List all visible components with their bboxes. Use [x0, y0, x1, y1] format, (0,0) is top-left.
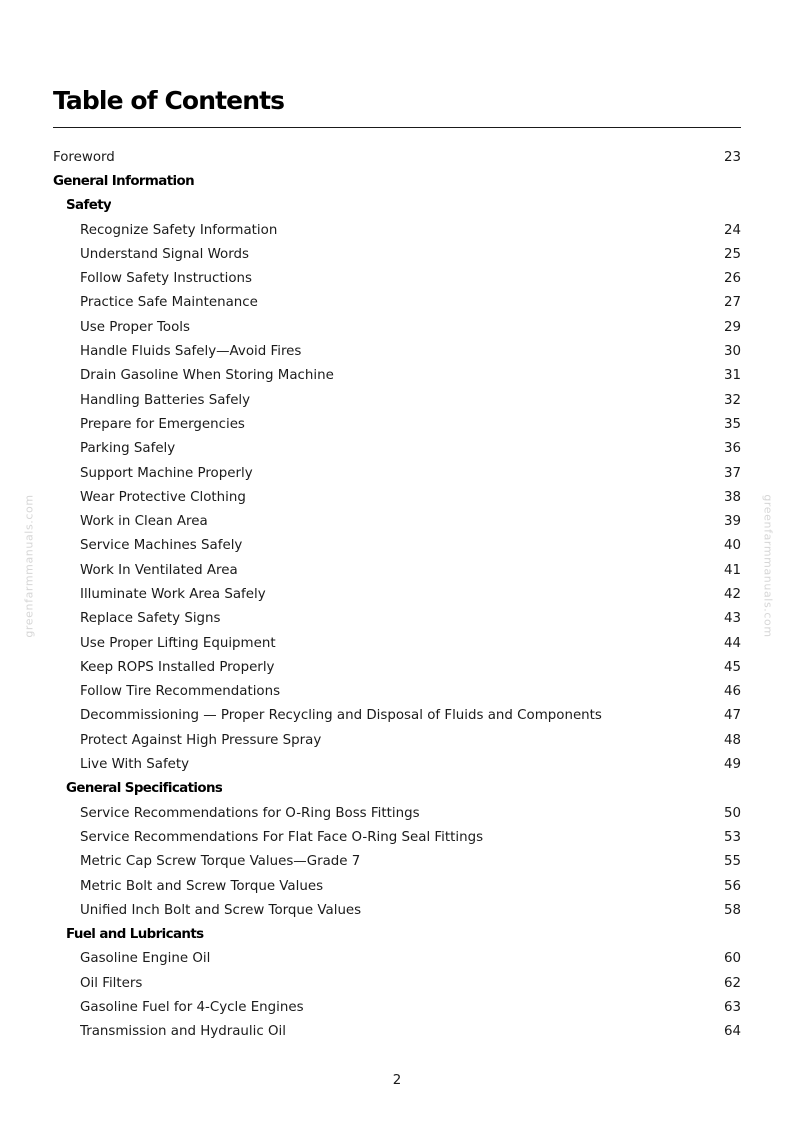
- toc-entry-label: Work In Ventilated Area: [80, 562, 238, 578]
- toc-entry-page: 36: [723, 441, 741, 457]
- toc-entry-label: Service Recommendations For Flat Face O-Ring Seal Fittings: [80, 829, 484, 845]
- toc-entry-page: 62: [723, 975, 741, 991]
- toc-entry-label: Drain Gasoline When Storing Machine: [80, 368, 334, 384]
- toc-entry-label: Follow Safety Instructions: [80, 271, 252, 287]
- title-divider: [53, 127, 741, 128]
- toc-entry[interactable]: [53, 898, 741, 922]
- toc-entry-label: Work in Clean Area: [80, 514, 208, 530]
- toc-entry-page: 44: [723, 635, 741, 651]
- toc-entry[interactable]: [53, 242, 741, 266]
- toc-entry-label: Safety: [66, 198, 112, 214]
- toc-entry-label: Prepare for Emergencies: [80, 416, 245, 432]
- toc-entry-page: 23: [723, 149, 741, 165]
- toc-entry-label: Follow Tire Recommendations: [80, 684, 281, 700]
- toc-section-heading: [53, 194, 741, 218]
- toc-entry-label: Support Machine Properly: [80, 465, 253, 481]
- toc-entry-page: 47: [723, 708, 741, 724]
- toc-entry-label: Gasoline Engine Oil: [80, 951, 211, 967]
- toc-section-heading: [53, 777, 741, 801]
- toc-entry-page: 38: [723, 489, 741, 505]
- toc-entry-label: Use Proper Tools: [80, 319, 191, 335]
- toc-entry-page: 27: [723, 295, 741, 311]
- toc-entry[interactable]: [53, 509, 741, 533]
- toc-entry-label: Service Machines Safely: [80, 538, 243, 554]
- toc-entry-label: Service Recommendations for O-Ring Boss Fittings: [80, 805, 420, 821]
- toc-entry[interactable]: [53, 145, 741, 169]
- toc-entry[interactable]: [53, 874, 741, 898]
- toc-entry-label: Live With Safety: [80, 757, 190, 773]
- toc-entry-page: 49: [723, 757, 741, 773]
- toc-entry-label: Foreword: [53, 149, 115, 165]
- toc-entry-label: Oil Filters: [80, 975, 143, 991]
- toc-entry[interactable]: [53, 339, 741, 363]
- toc-entry-page: 46: [723, 684, 741, 700]
- toc-entry-page: 29: [723, 319, 741, 335]
- toc-entry[interactable]: [53, 971, 741, 995]
- page-title: Table of Contents: [53, 86, 285, 115]
- toc-entry-page: 58: [723, 902, 741, 918]
- toc-entry-label: Recognize Safety Information: [80, 222, 278, 238]
- toc-entry[interactable]: [53, 534, 741, 558]
- toc-entry-label: Use Proper Lifting Equipment: [80, 635, 276, 651]
- toc-entry-page: 50: [723, 805, 741, 821]
- toc-entry[interactable]: [53, 364, 741, 388]
- toc-entry[interactable]: [53, 850, 741, 874]
- toc-entry[interactable]: [53, 266, 741, 290]
- toc-entry-label: General Specifications: [66, 781, 223, 797]
- toc-entry-page: 41: [723, 562, 741, 578]
- watermark-left: greenfarmmanuals.com: [22, 494, 36, 638]
- toc-entry-page: 31: [723, 368, 741, 384]
- toc-entry[interactable]: [53, 704, 741, 728]
- toc-entry-label: Wear Protective Clothing: [80, 489, 246, 505]
- toc-entry[interactable]: [53, 388, 741, 412]
- toc-entry-page: 40: [723, 538, 741, 554]
- toc-section-heading: [53, 923, 741, 947]
- toc-entry[interactable]: [53, 291, 741, 315]
- toc-entry-page: 64: [723, 1024, 741, 1040]
- toc-entry[interactable]: [53, 558, 741, 582]
- toc-entry[interactable]: [53, 582, 741, 606]
- toc-entry-page: 45: [723, 659, 741, 675]
- watermark-right: greenfarmmanuals.com: [761, 494, 775, 638]
- toc-entry-page: 35: [723, 416, 741, 432]
- toc-entry-label: Fuel and Lubricants: [66, 927, 204, 943]
- toc-entry[interactable]: [53, 655, 741, 679]
- toc-entry-page: 24: [723, 222, 741, 238]
- toc-entry-page: 25: [723, 246, 741, 262]
- toc-entry-page: 63: [723, 1000, 741, 1016]
- toc-entry-label: Metric Cap Screw Torque Values—Grade 7: [80, 854, 361, 870]
- toc-entry-label: Gasoline Fuel for 4-Cycle Engines: [80, 1000, 304, 1016]
- toc-entry-label: Illuminate Work Area Safely: [80, 586, 266, 602]
- toc-entry[interactable]: [53, 437, 741, 461]
- toc-entry-label: Handle Fluids Safely—Avoid Fires: [80, 344, 302, 360]
- page-number: 2: [392, 1073, 402, 1088]
- toc-entry[interactable]: [53, 412, 741, 436]
- toc-entry-label: Transmission and Hydraulic Oil: [80, 1024, 286, 1040]
- toc-entry[interactable]: [53, 995, 741, 1019]
- toc-entry[interactable]: [53, 825, 741, 849]
- toc-entry-page: 56: [723, 878, 741, 894]
- toc-entry-page: 43: [723, 611, 741, 627]
- toc-entry[interactable]: [53, 485, 741, 509]
- toc-entry-label: Parking Safely: [80, 441, 176, 457]
- toc-entry[interactable]: [53, 947, 741, 971]
- toc-entry-label: Unified Inch Bolt and Screw Torque Values: [80, 902, 362, 918]
- toc-entry[interactable]: [53, 728, 741, 752]
- toc-entry-page: 48: [723, 732, 741, 748]
- toc-entry-label: Metric Bolt and Screw Torque Values: [80, 878, 324, 894]
- toc-entry-page: 60: [723, 951, 741, 967]
- toc-entry[interactable]: [53, 752, 741, 776]
- toc-entry-page: 42: [723, 586, 741, 602]
- toc-entry[interactable]: [53, 801, 741, 825]
- toc-entry[interactable]: [53, 218, 741, 242]
- toc-entry[interactable]: [53, 461, 741, 485]
- toc-entry-label: Keep ROPS Installed Properly: [80, 659, 275, 675]
- toc-section-heading: [53, 169, 741, 193]
- toc-entry-label: Replace Safety Signs: [80, 611, 221, 627]
- toc-entry[interactable]: [53, 631, 741, 655]
- toc-entry-label: Understand Signal Words: [80, 246, 249, 262]
- toc-entry-page: 30: [723, 344, 741, 360]
- toc-entry-label: General Information: [53, 173, 195, 189]
- toc-entry-page: 53: [723, 829, 741, 845]
- toc-entry-page: 26: [723, 271, 741, 287]
- toc-entry-label: Protect Against High Pressure Spray: [80, 732, 322, 748]
- toc-entry-label: Decommissioning — Proper Recycling and Disposal of Fluids and Components: [80, 708, 602, 724]
- toc-entry[interactable]: [53, 315, 741, 339]
- toc-entry-page: 55: [723, 854, 741, 870]
- toc-entry[interactable]: [53, 607, 741, 631]
- toc-entry-page: 39: [723, 514, 741, 530]
- toc-entry[interactable]: [53, 1020, 741, 1044]
- toc-entry[interactable]: [53, 680, 741, 704]
- toc-entry-page: 32: [723, 392, 741, 408]
- toc-entry-label: Practice Safe Maintenance: [80, 295, 258, 311]
- table-of-contents: [53, 145, 741, 1044]
- toc-entry-label: Handling Batteries Safely: [80, 392, 251, 408]
- toc-entry-page: 37: [723, 465, 741, 481]
